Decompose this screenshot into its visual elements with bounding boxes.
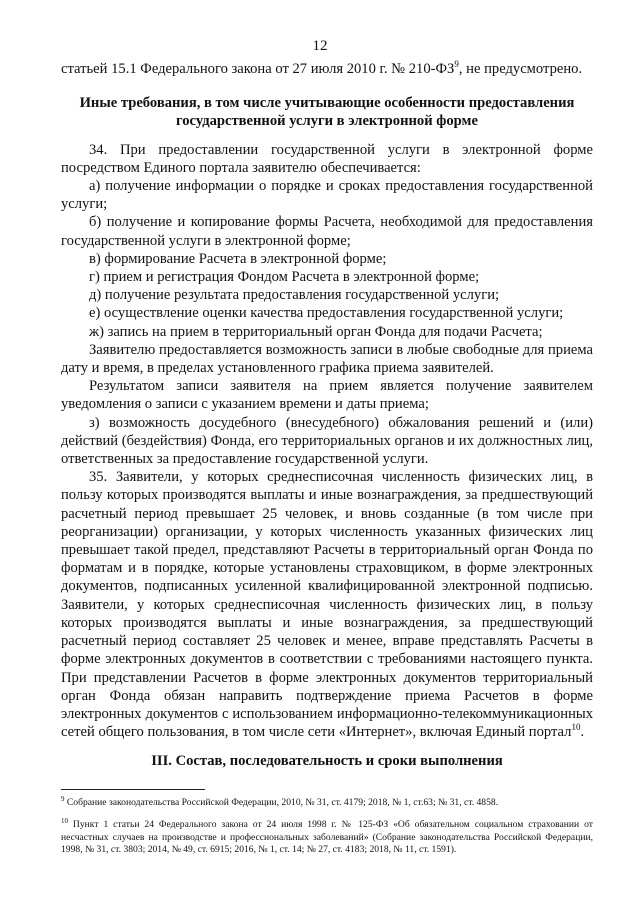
document-body [61, 60, 593, 741]
item-a: а) получение информации о порядке и сроках предоставления государственной услуги; [61, 178, 593, 213]
opening-text: статьей 15.1 Федерального закона от 27 июля 2010 г. № 210-ФЗ [61, 61, 455, 77]
chapter-heading: III. Состав, последовательность и сроки выполнения [151, 753, 503, 769]
footnote-text: Пункт 1 статьи 24 Федерального закона от 24 июля 1998 г. № 125-ФЗ «Об обязательном социальном страховании от несчастных случаев на производстве и профессиональных заболеваний» (Собрание законодательства Российской Федерации, 1998, № 31, ст. 3803; 2014, № 49, ст. 6915; 2016, № 1, ст. 14; № 27, ст. 4183; 2018, № 11, ст. 1591). [61, 819, 593, 856]
footnote-10 [61, 819, 593, 856]
section-heading: Иные требования, в том числе учитывающие особенности предоставления государственной услуги в электронной форме [79, 95, 575, 130]
item-d: д) получение результата предоставления государственной услуги; [89, 287, 500, 304]
footnote-ref-10: 10 [571, 722, 581, 733]
footnote-9 [61, 794, 593, 809]
item-zh: ж) запись на прием в территориальный орган Фонда для подачи Расчета; [89, 323, 543, 340]
page-number: 12 [312, 38, 328, 54]
item-g: г) прием и регистрация Фондом Расчета в электронной форме; [89, 269, 480, 286]
opening-paragraph [61, 60, 593, 78]
item-z: з) возможность досудебного (внесудебного) обжалования решений и (или) действий (бездействия) Фонда, его территориальных органов и их должностных лиц, ответственных за предоставление государственной услуги. [61, 414, 593, 468]
footnotes [61, 794, 593, 867]
paragraph-34: 34. При предоставлении государственной услуги в электронной форме посредством Единого портала заявителю обеспечивается: [61, 141, 593, 176]
paragraph-35-text: 35. Заявители, у которых среднесписочная численность физических лиц, в пользу которых производятся выплаты и иные вознаграждения, за предшествующий расчетный период превышает 25 человек, и вновь созданные (в том числе при реорганизации) организации, у которых численность указанных физических лиц превышает такой предел, представляют Расчеты в территориальный орган Фонда по форматам и в порядке, которые установлены страховщиком, в форме электронных документов, подписанных усиленной квалифицированной электронной подписью. Заявители, у которых среднесписочная численность физических лиц, в пользу которых производятся выплаты и иные вознаграждения, за предшествующий расчетный период составляет 25 человек и менее, вправе представлять Расчеты в форме электронных документов в соответствии с требованиями настоящего пункта. При представлении Расчетов в форме электронных документов территориальный орган Фонда обязан направить подтверждение приема Расчетов в форме электронных документов с использованием информационно-телекоммуникационных сетей общего пользования, в том числе сети «Интернет», включая Единый портал [61, 469, 593, 741]
item-e: е) осуществление оценки качества предоставления государственной услуги; [89, 305, 564, 322]
paragraph-35-tail: . [580, 724, 585, 741]
appointment-result-paragraph: Результатом записи заявителя на прием является получение заявителем уведомления о записи с указанием времени и даты приема; [61, 378, 593, 413]
paragraph-35 [61, 468, 593, 741]
footnote-mark: 9 [61, 794, 65, 803]
footnote-mark: 10 [61, 817, 68, 826]
item-v: в) формирование Расчета в электронной форме; [89, 250, 387, 267]
footnote-separator [61, 789, 205, 790]
footnote-text: Собрание законодательства Российской Федерации, 2010, № 31, ст. 4179; 2018, № 1, ст.63; № 31, ст. 4858. [64, 797, 499, 808]
appointment-paragraph: Заявителю предоставляется возможность записи в любые свободные для приема дату и время, в пределах установленного графика приема заявителей. [61, 341, 593, 377]
item-b: б) получение и копирование формы Расчета, необходимой для предоставления государственной услуги в электронной форме; [61, 214, 593, 249]
opening-tail: , не предусмотрено. [458, 61, 583, 77]
footnote-ref-9: 9 [454, 59, 459, 70]
